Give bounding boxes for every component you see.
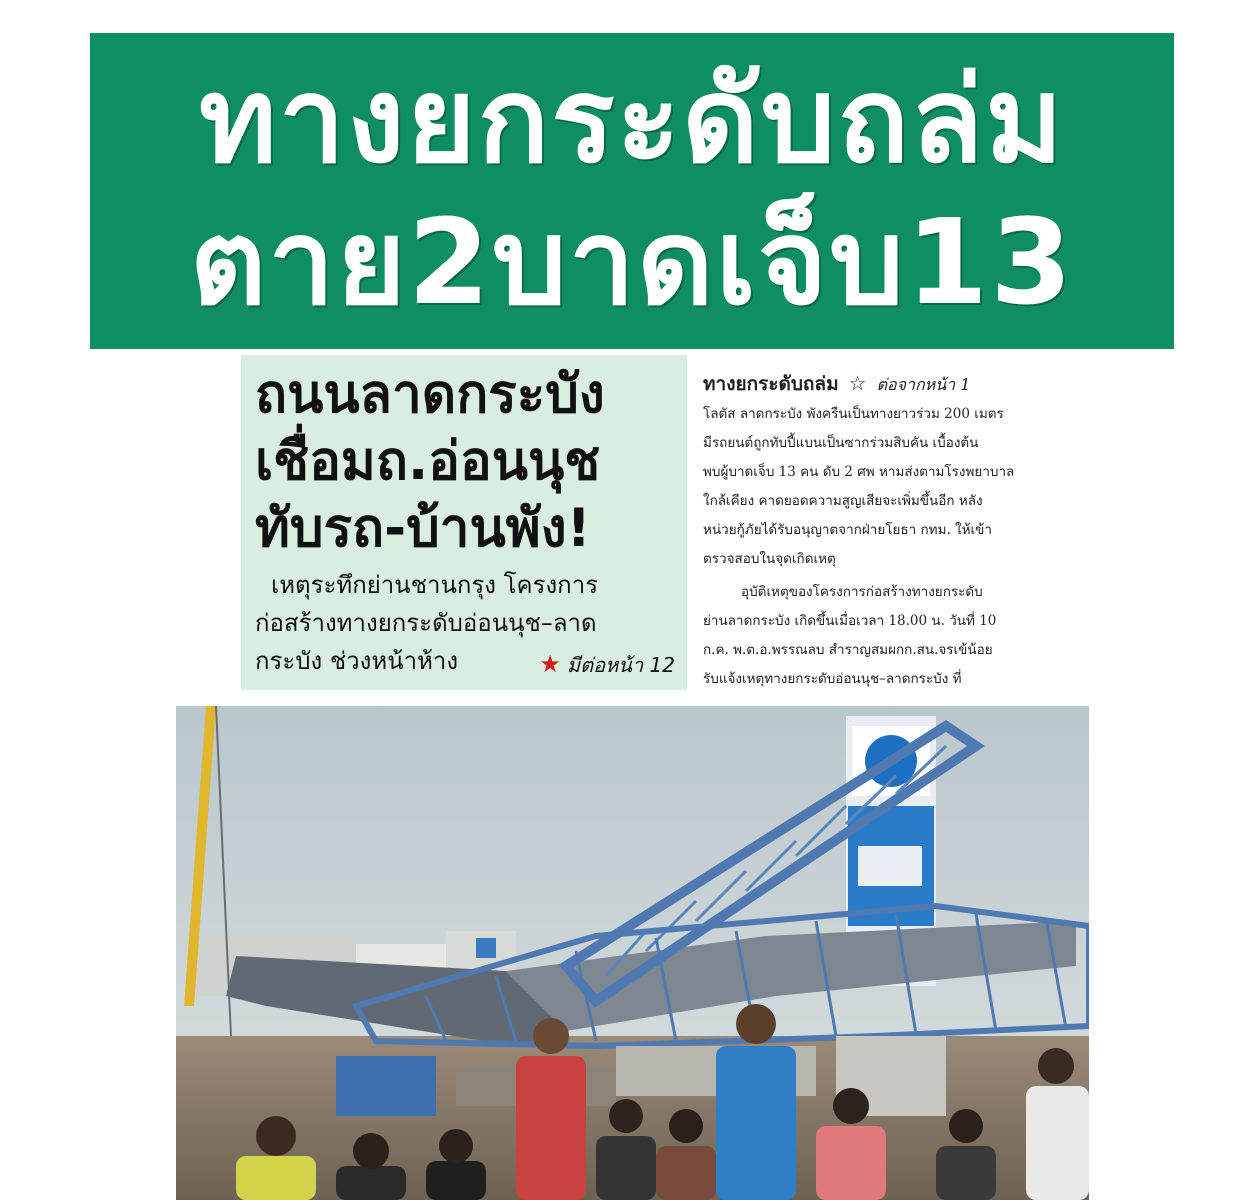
article-column <box>703 368 1051 690</box>
column-text-line: พบผู้บาดเจ็บ 13 คน ดับ 2 ศพ หามส่งตามโรงพยาบาล <box>703 464 1015 480</box>
column-text-line: ใกล้เคียง คาดยอดความสูญเสียจะเพิ่มขึ้นอีก หลัง <box>703 493 983 509</box>
headline-line-1: ทางยกระดับถล่ม <box>198 51 1066 189</box>
subheadline-box <box>241 355 687 690</box>
red-star-icon: ★ <box>539 650 561 678</box>
summary-line-text: กระบัง ช่วงหน้าห้าง <box>255 647 459 675</box>
summary-line: เหตุระทึกย่านชานกรุง โครงการ <box>271 571 599 599</box>
column-text-line: ตรวจสอบในจุดเกิดเหตุ <box>703 551 836 567</box>
column-text-line: ก.ค. พ.ต.อ.พรรณลบ สำราญสมผกก.สน.จรเข้น้อย <box>703 642 993 658</box>
column-text-line: อุบัติเหตุของโครงการก่อสร้างทางยกระดับ <box>741 584 983 600</box>
column-text-line: โลตัส ลาดกระบัง พังครืนเป็นทางยาวร่วม 200 เมตร <box>703 406 1004 422</box>
subheadline-line-3: ทับรถ-บ้านพัง! <box>255 498 591 559</box>
collapse-photo <box>176 706 1089 1200</box>
subheadline-summary <box>255 566 675 680</box>
column-text-line: มีรถยนต์ถูกทับปี้แบนเป็นซากร่วมสิบคัน เบื้องต้น <box>703 435 979 451</box>
continued-on-page[interactable] <box>539 645 675 684</box>
summary-line: ก่อสร้างทางยกระดับอ่อนนุช–ลาด <box>255 609 597 637</box>
white-star-icon: ☆ <box>848 371 867 395</box>
headline-line-2: ตาย2บาดเจ็บ13 <box>189 193 1075 331</box>
subheadline-line-1: ถนนลาดกระบัง <box>255 364 605 425</box>
column-header <box>703 368 1051 400</box>
continued-from-page: ต่อจากหน้า 1 <box>876 375 971 394</box>
column-text-line: หน่วยกู้ภัยได้รับอนุญาตจากฝ่ายโยธา กทม. ให้เข้า <box>703 522 992 538</box>
column-kicker: ทางยกระดับถล่ม <box>703 373 839 395</box>
continued-label: มีต่อหน้า 12 <box>566 653 675 677</box>
subheadline-line-2: เชื่อมถ.อ่อนนุช <box>255 431 601 492</box>
headline-banner <box>90 33 1174 349</box>
column-text-line: ย่านลาดกระบัง เกิดขึ้นเมื่อเวลา 18.00 น. วันที่ 10 <box>703 613 997 629</box>
summary-line-last <box>255 642 675 680</box>
column-text-line: รับแจ้งเหตุทางยกระดับอ่อนนุช–ลาดกระบัง ที่ <box>703 671 962 687</box>
